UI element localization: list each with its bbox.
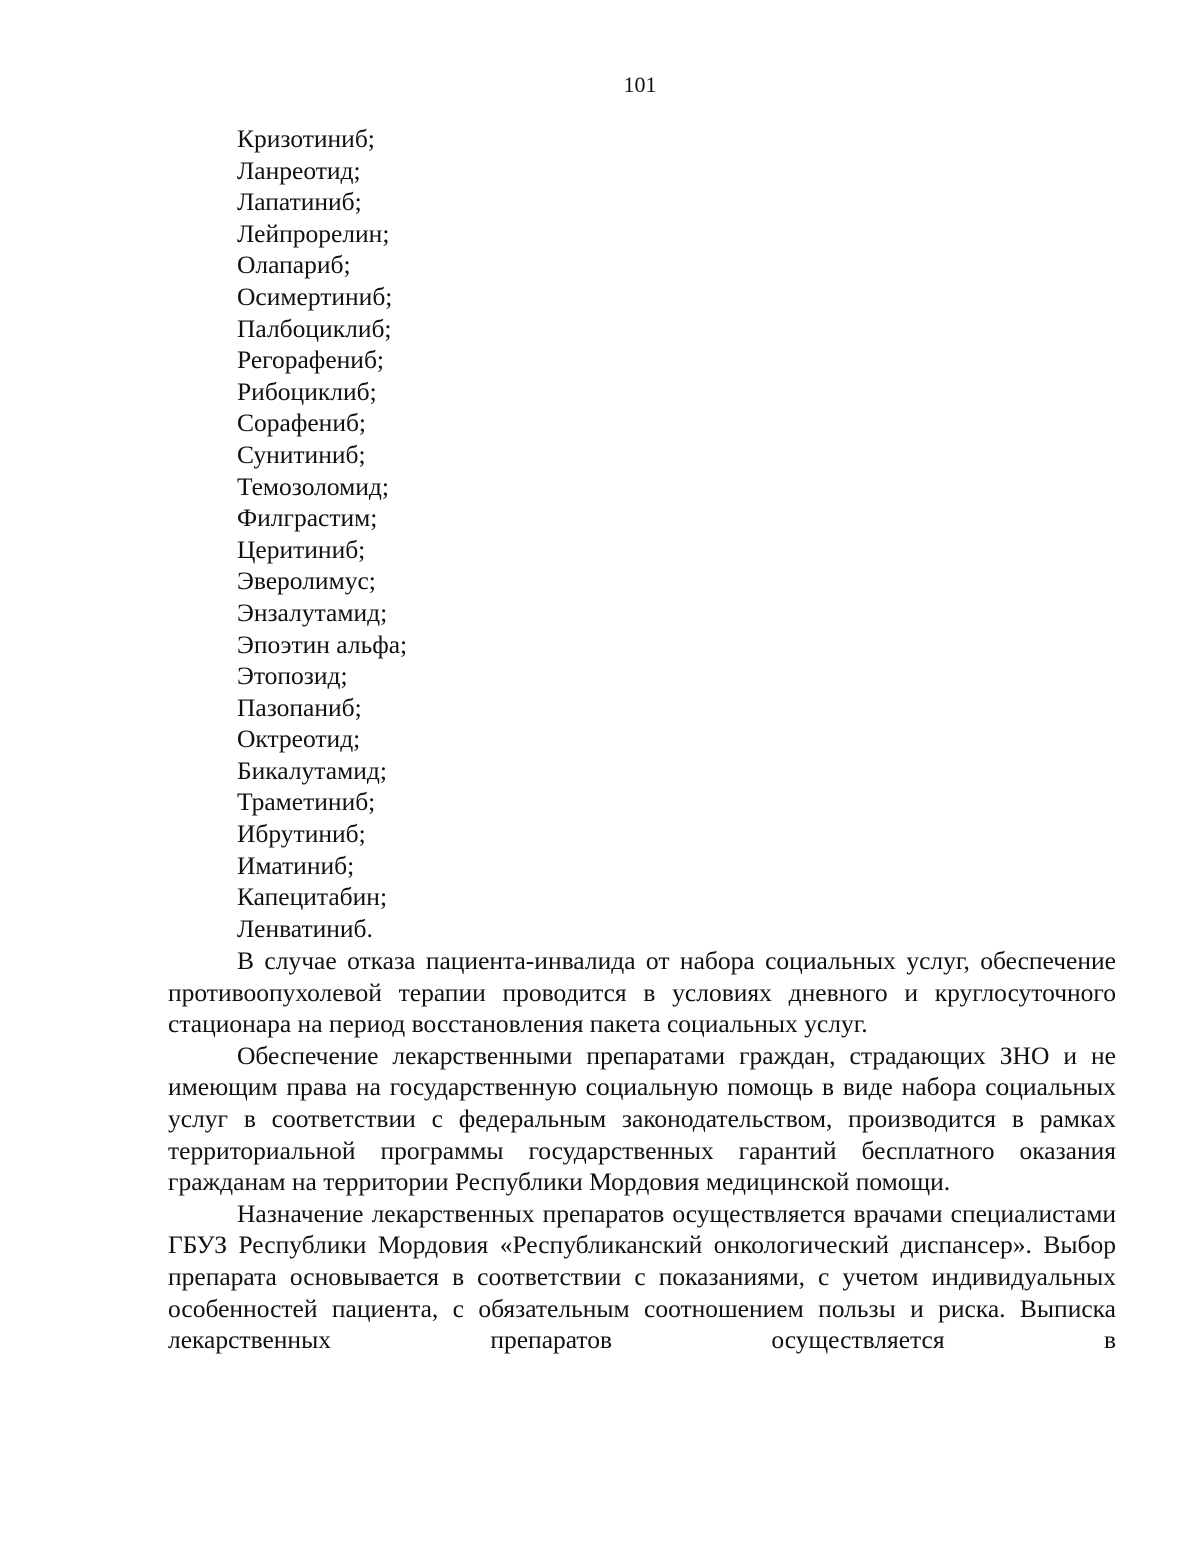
list-item: Сорафениб; bbox=[237, 408, 367, 438]
list-item: Филграстим; bbox=[237, 503, 378, 533]
list-item: Палбоциклиб; bbox=[237, 313, 392, 343]
list-item: Церитиниб; bbox=[237, 534, 366, 564]
list-item: Лапатиниб; bbox=[237, 187, 362, 217]
list-item: Траметиниб; bbox=[237, 787, 376, 817]
list-item: Октреотид; bbox=[237, 724, 361, 754]
list-item: Ленватиниб. bbox=[237, 913, 373, 943]
list-item: Бикалутамид; bbox=[237, 755, 387, 785]
list-item: Лейпрорелин; bbox=[237, 218, 390, 248]
list-item: Иматиниб; bbox=[237, 850, 355, 880]
list-item: Ибрутиниб; bbox=[237, 819, 366, 849]
paragraph-provision: Обеспечение лекарственными препаратами граждан, страдающих ЗНО и не имеющим права на государственную социальную помощь в виде набора социальных услуг в соответствии с федеральным законодательством, производится в рамках территориальной программы государственных гарантий бесплатного оказания гражданам на территории Республики Мордовия медицинской помощи. bbox=[168, 1040, 1116, 1197]
paragraph-refusal: В случае отказа пациента-инвалида от набора социальных услуг, обеспечение противоопухолевой терапии проводится в условиях дневного и круглосуточного стационара на период восстановления пакета социальных услуг. bbox=[168, 946, 1116, 1039]
drug-list bbox=[237, 123, 407, 944]
list-item: Олапариб; bbox=[237, 250, 351, 280]
list-item: Регорафениб; bbox=[237, 345, 384, 375]
list-item: Эверолимус; bbox=[237, 566, 376, 596]
page-number: 101 bbox=[623, 72, 657, 97]
list-item: Энзалутамид; bbox=[237, 597, 388, 627]
list-item: Кризотиниб; bbox=[237, 124, 375, 153]
list-item: Темозоломид; bbox=[237, 471, 389, 501]
list-item: Этопозид; bbox=[237, 661, 348, 691]
list-item: Ланреотид; bbox=[237, 155, 361, 185]
list-item: Сунитиниб; bbox=[237, 439, 366, 469]
list-item: Пазопаниб; bbox=[237, 692, 362, 722]
list-item: Осимертиниб; bbox=[237, 281, 393, 311]
body-text bbox=[168, 945, 1116, 1356]
list-item: Эпоэтин альфа; bbox=[237, 629, 408, 659]
list-item: Рибоциклиб; bbox=[237, 376, 377, 406]
list-item: Капецитабин; bbox=[237, 882, 388, 912]
paragraph-prescription: Назначение лекарственных препаратов осуществляется врачами специалистами ГБУЗ Республики Мордовия «Республиканский онкологический диспансер». Выбор препарата основывается в соответствии с показаниями, с учетом индивидуальных особенностей пациента, с обязательным соотношением пользы и риска. Выписка лекарственных препаратов осуществляется в bbox=[168, 1198, 1116, 1355]
